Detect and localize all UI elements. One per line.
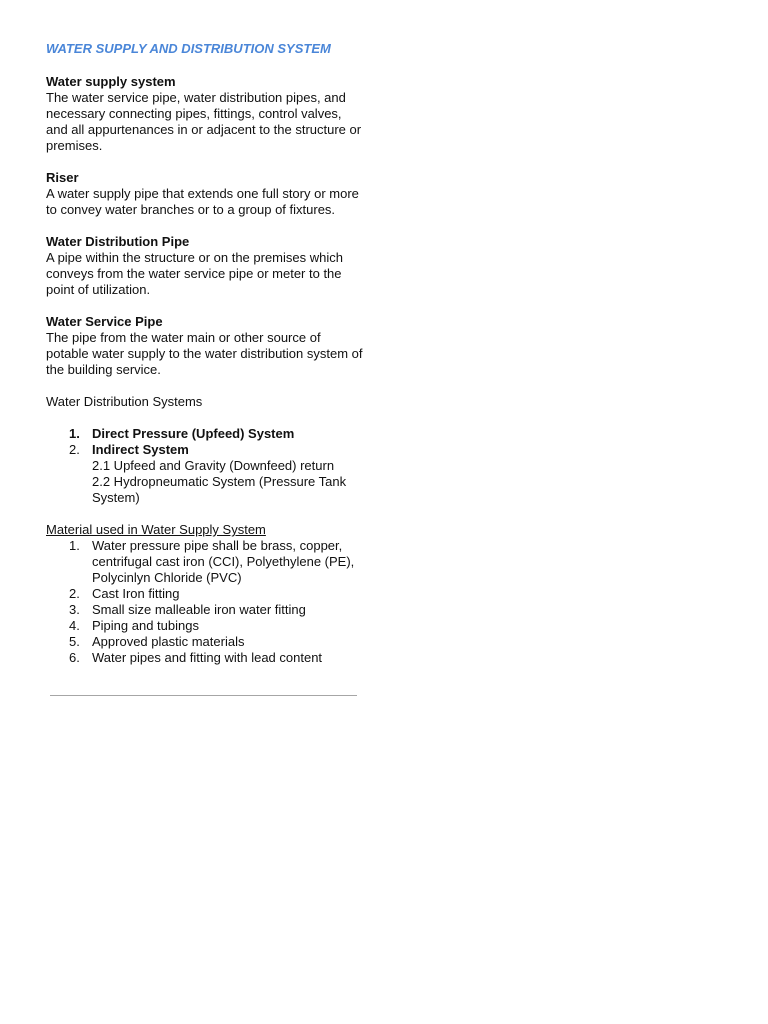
- definition-text: A water supply pipe that extends one full story or more to convey water branches or to a group of fixtures.: [46, 186, 359, 217]
- definition-water-distribution-pipe: [46, 234, 366, 298]
- definition-term: Riser: [46, 170, 79, 185]
- definition-water-supply-system: [46, 74, 366, 154]
- list-number: 5.: [69, 634, 80, 649]
- definition-term: Water supply system: [46, 74, 176, 89]
- list-item: [46, 426, 366, 442]
- list-item: [46, 634, 366, 650]
- list-number: 1.: [69, 426, 80, 441]
- definition-water-service-pipe: [46, 314, 366, 378]
- list-item: [46, 586, 366, 602]
- list-number: 1.: [69, 538, 80, 553]
- material-text: Small size malleable iron water fitting: [92, 602, 306, 617]
- list-item: [46, 538, 366, 586]
- material-text: Water pressure pipe shall be brass, copper, centrifugal cast iron (CCI), Polyethylene (PE), Polycinlyn Chloride (PVC): [92, 538, 355, 585]
- list-item: [46, 602, 366, 618]
- definition-term: Water Service Pipe: [46, 314, 163, 329]
- subsystem-item: 2.1 Upfeed and Gravity (Downfeed) return: [92, 458, 335, 473]
- definition-text: The water service pipe, water distribution pipes, and necessary connecting pipes, fittings, control valves, and all appurtenances in or adjacent to the structure or premises.: [46, 90, 362, 153]
- list-number: 3.: [69, 602, 80, 617]
- document-page: [46, 41, 366, 666]
- system-label: Indirect System: [92, 442, 189, 457]
- horizontal-divider: [50, 695, 357, 696]
- material-text: Water pipes and fitting with lead content: [92, 650, 323, 665]
- definition-text: The pipe from the water main or other source of potable water supply to the water distribution system of the building service.: [46, 330, 363, 377]
- definition-term: Water Distribution Pipe: [46, 234, 190, 249]
- subsystem-item: 2.2 Hydropneumatic System (Pressure Tank System): [92, 474, 347, 505]
- list-number: 2.: [69, 442, 80, 457]
- list-item: [46, 650, 366, 666]
- list-number: 4.: [69, 618, 80, 633]
- materials-list: [46, 538, 366, 666]
- system-label: Direct Pressure (Upfeed) System: [92, 426, 295, 441]
- list-item: [46, 618, 366, 634]
- systems-list: [46, 426, 366, 506]
- materials-heading: Material used in Water Supply System: [46, 522, 266, 537]
- material-text: Approved plastic materials: [92, 634, 245, 649]
- material-text: Cast Iron fitting: [92, 586, 180, 601]
- definition-riser: [46, 170, 366, 218]
- list-number: 2.: [69, 586, 80, 601]
- list-number: 6.: [69, 650, 80, 665]
- document-title: WATER SUPPLY AND DISTRIBUTION SYSTEM: [46, 41, 331, 56]
- list-item: [46, 442, 366, 506]
- material-text: Piping and tubings: [92, 618, 199, 633]
- definition-text: A pipe within the structure or on the premises which conveys from the water service pipe or meter to the point of utilization.: [46, 250, 343, 297]
- systems-heading: Water Distribution Systems: [46, 394, 203, 409]
